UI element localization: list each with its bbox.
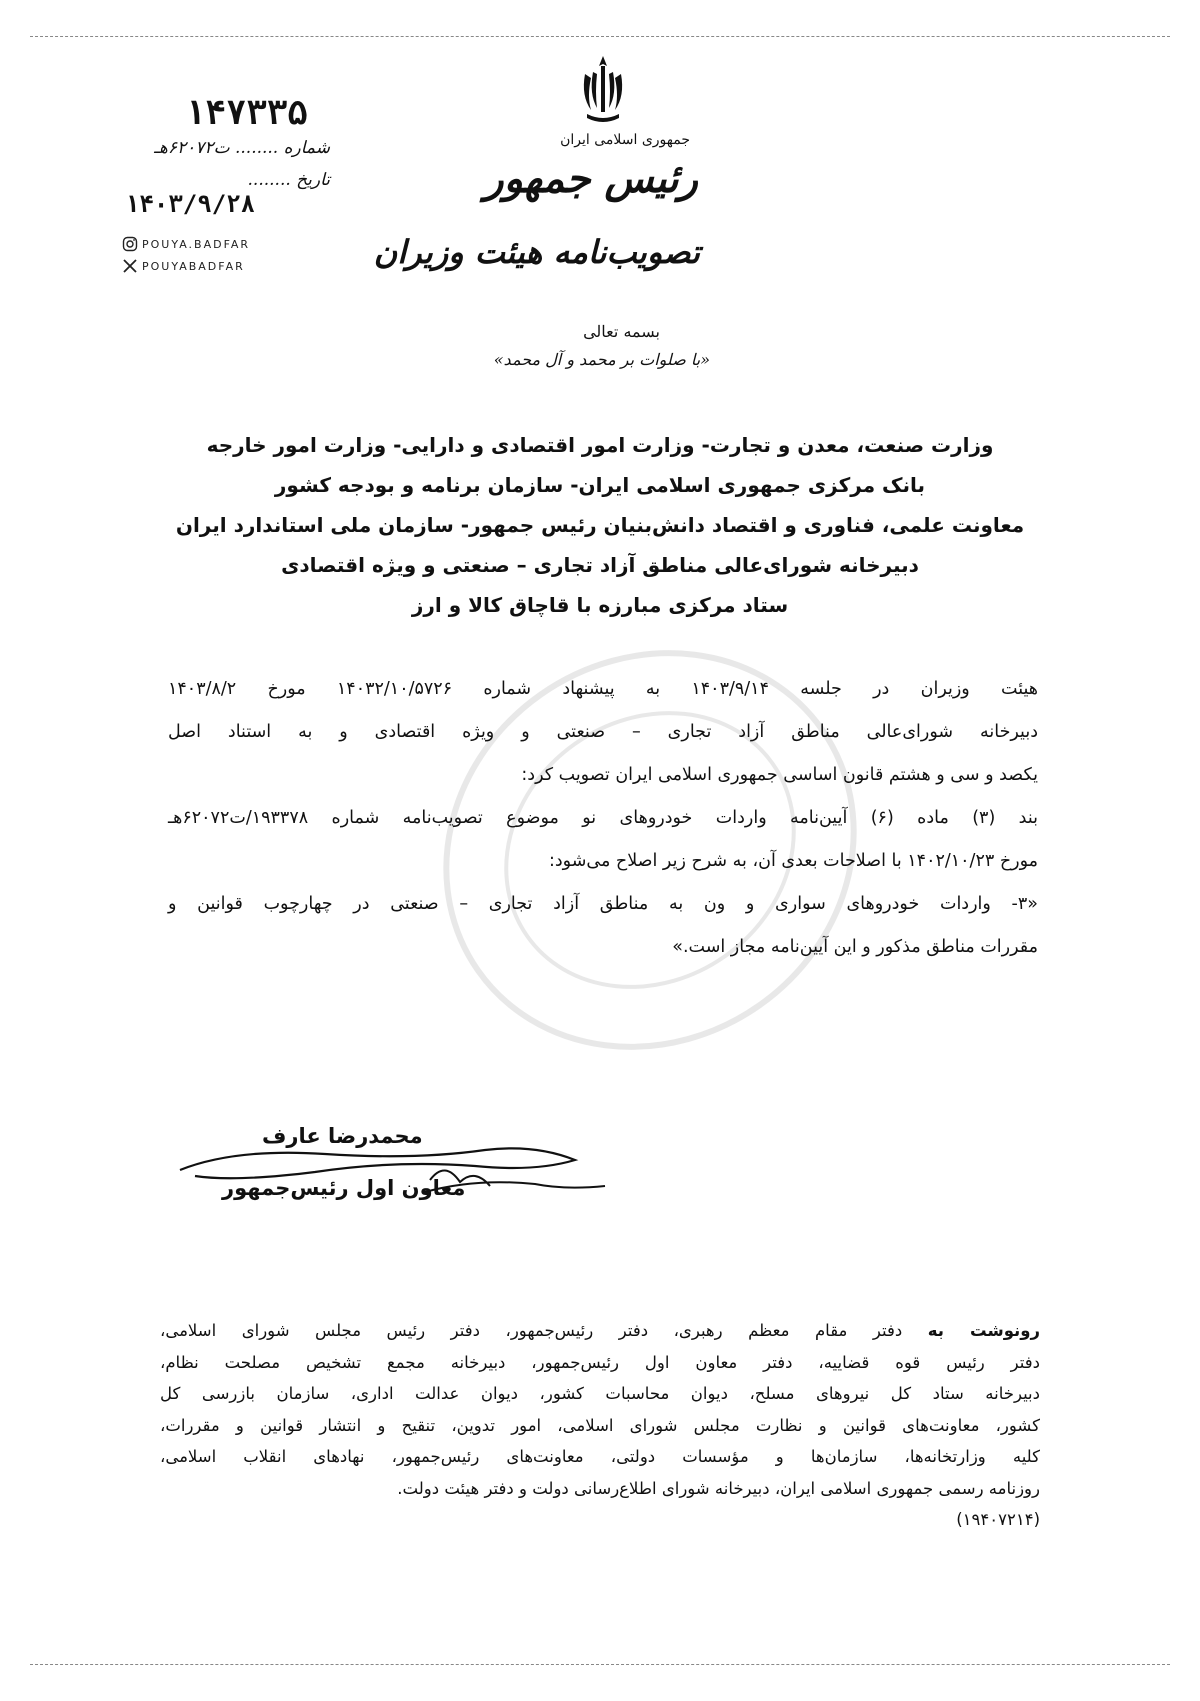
date-value: ۱۴۰۳/۹/۲۸ [125,190,256,218]
body-intro-line: یکصد و سی و هشتم قانون اساسی جمهوری اسلامی ایران تصویب کرد: [521,765,1038,785]
iran-emblem-icon [575,52,631,124]
president-heading: رئیس جمهور [484,155,698,202]
body-clause-line: بند (۳) ماده (۶) آیین‌نامه واردات خودروهای نو موضوع تصویب‌نامه شماره ۱۹۳۳۷۸/ت۶۲۰۷۲هـ [168,808,1039,828]
cc-line: دبیرخانه ستاد کل نیروهای مسلح، دیوان محاسبات کشور، دیوان عدالت اداری، سازمان بازرسی کل [160,1384,1040,1403]
recipient-line: دبیرخانه شورای‌عالی مناطق آزاد تجاری – صنعتی و ویژه اقتصادی [281,553,919,577]
bottom-border [30,1664,1170,1665]
recipients-block [150,425,1050,625]
cc-line: دفتر مقام معظم رهبری، دفتر رئیس‌جمهور، دفتر رئیس مجلس شورای اسلامی، [160,1321,903,1340]
cc-line: کشور، معاونت‌های قوانین و نظارت مجلس شورای اسلامی، امور تدوین، تنقیح و انتشار قوانین و مقررات، [160,1415,1040,1435]
cc-heading: رونوشت به [927,1321,1040,1340]
body-quote-line: «۳- واردات خودروهای سواری و ون به مناطق آزاد تجاری – صنعتی در چهارچوب قوانین و [168,894,1038,914]
number-label: شماره [283,138,330,158]
body-clause-line: مورخ ۱۴۰۲/۱۰/۲۳ با اصلاحات بعدی آن، به شرح زیر اصلاح می‌شود: [548,851,1038,871]
body-intro-line: هیئت وزیران در جلسه ۱۴۰۳/۹/۱۴ به پیشنهاد شماره ۱۴۰۳۲/۱۰/۵۷۲۶ مورخ ۱۴۰۳/۸/۲ [168,679,1038,699]
number-value: ت۶۲۰۷۲هـ [153,138,230,158]
recipient-line: ستاد مرکزی مبارزه با قاچاق کالا و ارز [411,593,789,617]
top-border [30,36,1170,37]
recipient-line: معاونت علمی، فناوری و اقتصاد دانش‌بنیان رئیس جمهور- سازمان ملی استاندارد ایران [175,513,1025,537]
x-handle: POUYABADFAR [142,259,245,273]
body-intro-line: دبیرخانه شورای‌عالی مناطق آزاد تجاری – صنعتی و ویژه اقتصادی و به استناد اصل [168,722,1038,742]
republic-line: جمهوری اسلامی ایران [560,132,690,148]
cc-line: کلیه وزارتخانه‌ها، سازمان‌ها و مؤسسات دولتی، معاونت‌های رئیس‌جمهور، نهادهای انقلاب اسلامی، [160,1447,1040,1466]
cc-line: دفتر رئیس قوه قضاییه، دفتر معاون اول رئیس‌جمهور، دبیرخانه مجمع تشخیص مصلحت نظام، [160,1352,1040,1372]
decree-body [168,668,1038,969]
approval-title: تصویب‌نامه هیئت وزیران [373,233,700,271]
x-watermark [122,258,245,274]
date-label: تاریخ [296,170,330,190]
reference-date-row: تاریخ ........ [247,170,330,190]
cc-line: روزنامه رسمی جمهوری اسلامی ایران، دبیرخانه شورای اطلاع‌رسانی دولت و دفتر هیئت دولت. [397,1478,1040,1498]
x-logo-icon [122,258,138,274]
body-quote-line: مقررات مناطق مذکور و این آیین‌نامه مجاز است.» [672,937,1038,957]
recipient-line: بانک مرکزی جمهوری اسلامی ایران- سازمان برنامه و بودجه کشور [274,473,926,497]
signatory-name: محمدرضا عارف [262,1124,423,1148]
reference-stamp-number: ۱۴۷۳۳۵ [185,93,308,133]
recipient-line: وزارت صنعت، معدن و تجارت- وزارت امور اقتصادی و دارایی- وزارت امور خارجه [206,433,994,457]
instagram-handle: POUYA.BADFAR [142,237,251,251]
instagram-watermark [122,236,250,252]
cc-block [160,1315,1040,1536]
bismillah: بسمه تعالی [583,322,660,341]
cc-code: (۱۹۴۰۷۲۱۴) [956,1510,1040,1529]
reference-number-row: شماره ........ ت۶۲۰۷۲هـ [153,138,330,158]
signatory-title: معاون اول رئیس‌جمهور [222,1176,466,1200]
instagram-icon [122,236,138,252]
salawat: «با صلوات بر محمد و آل محمد» [493,350,710,369]
